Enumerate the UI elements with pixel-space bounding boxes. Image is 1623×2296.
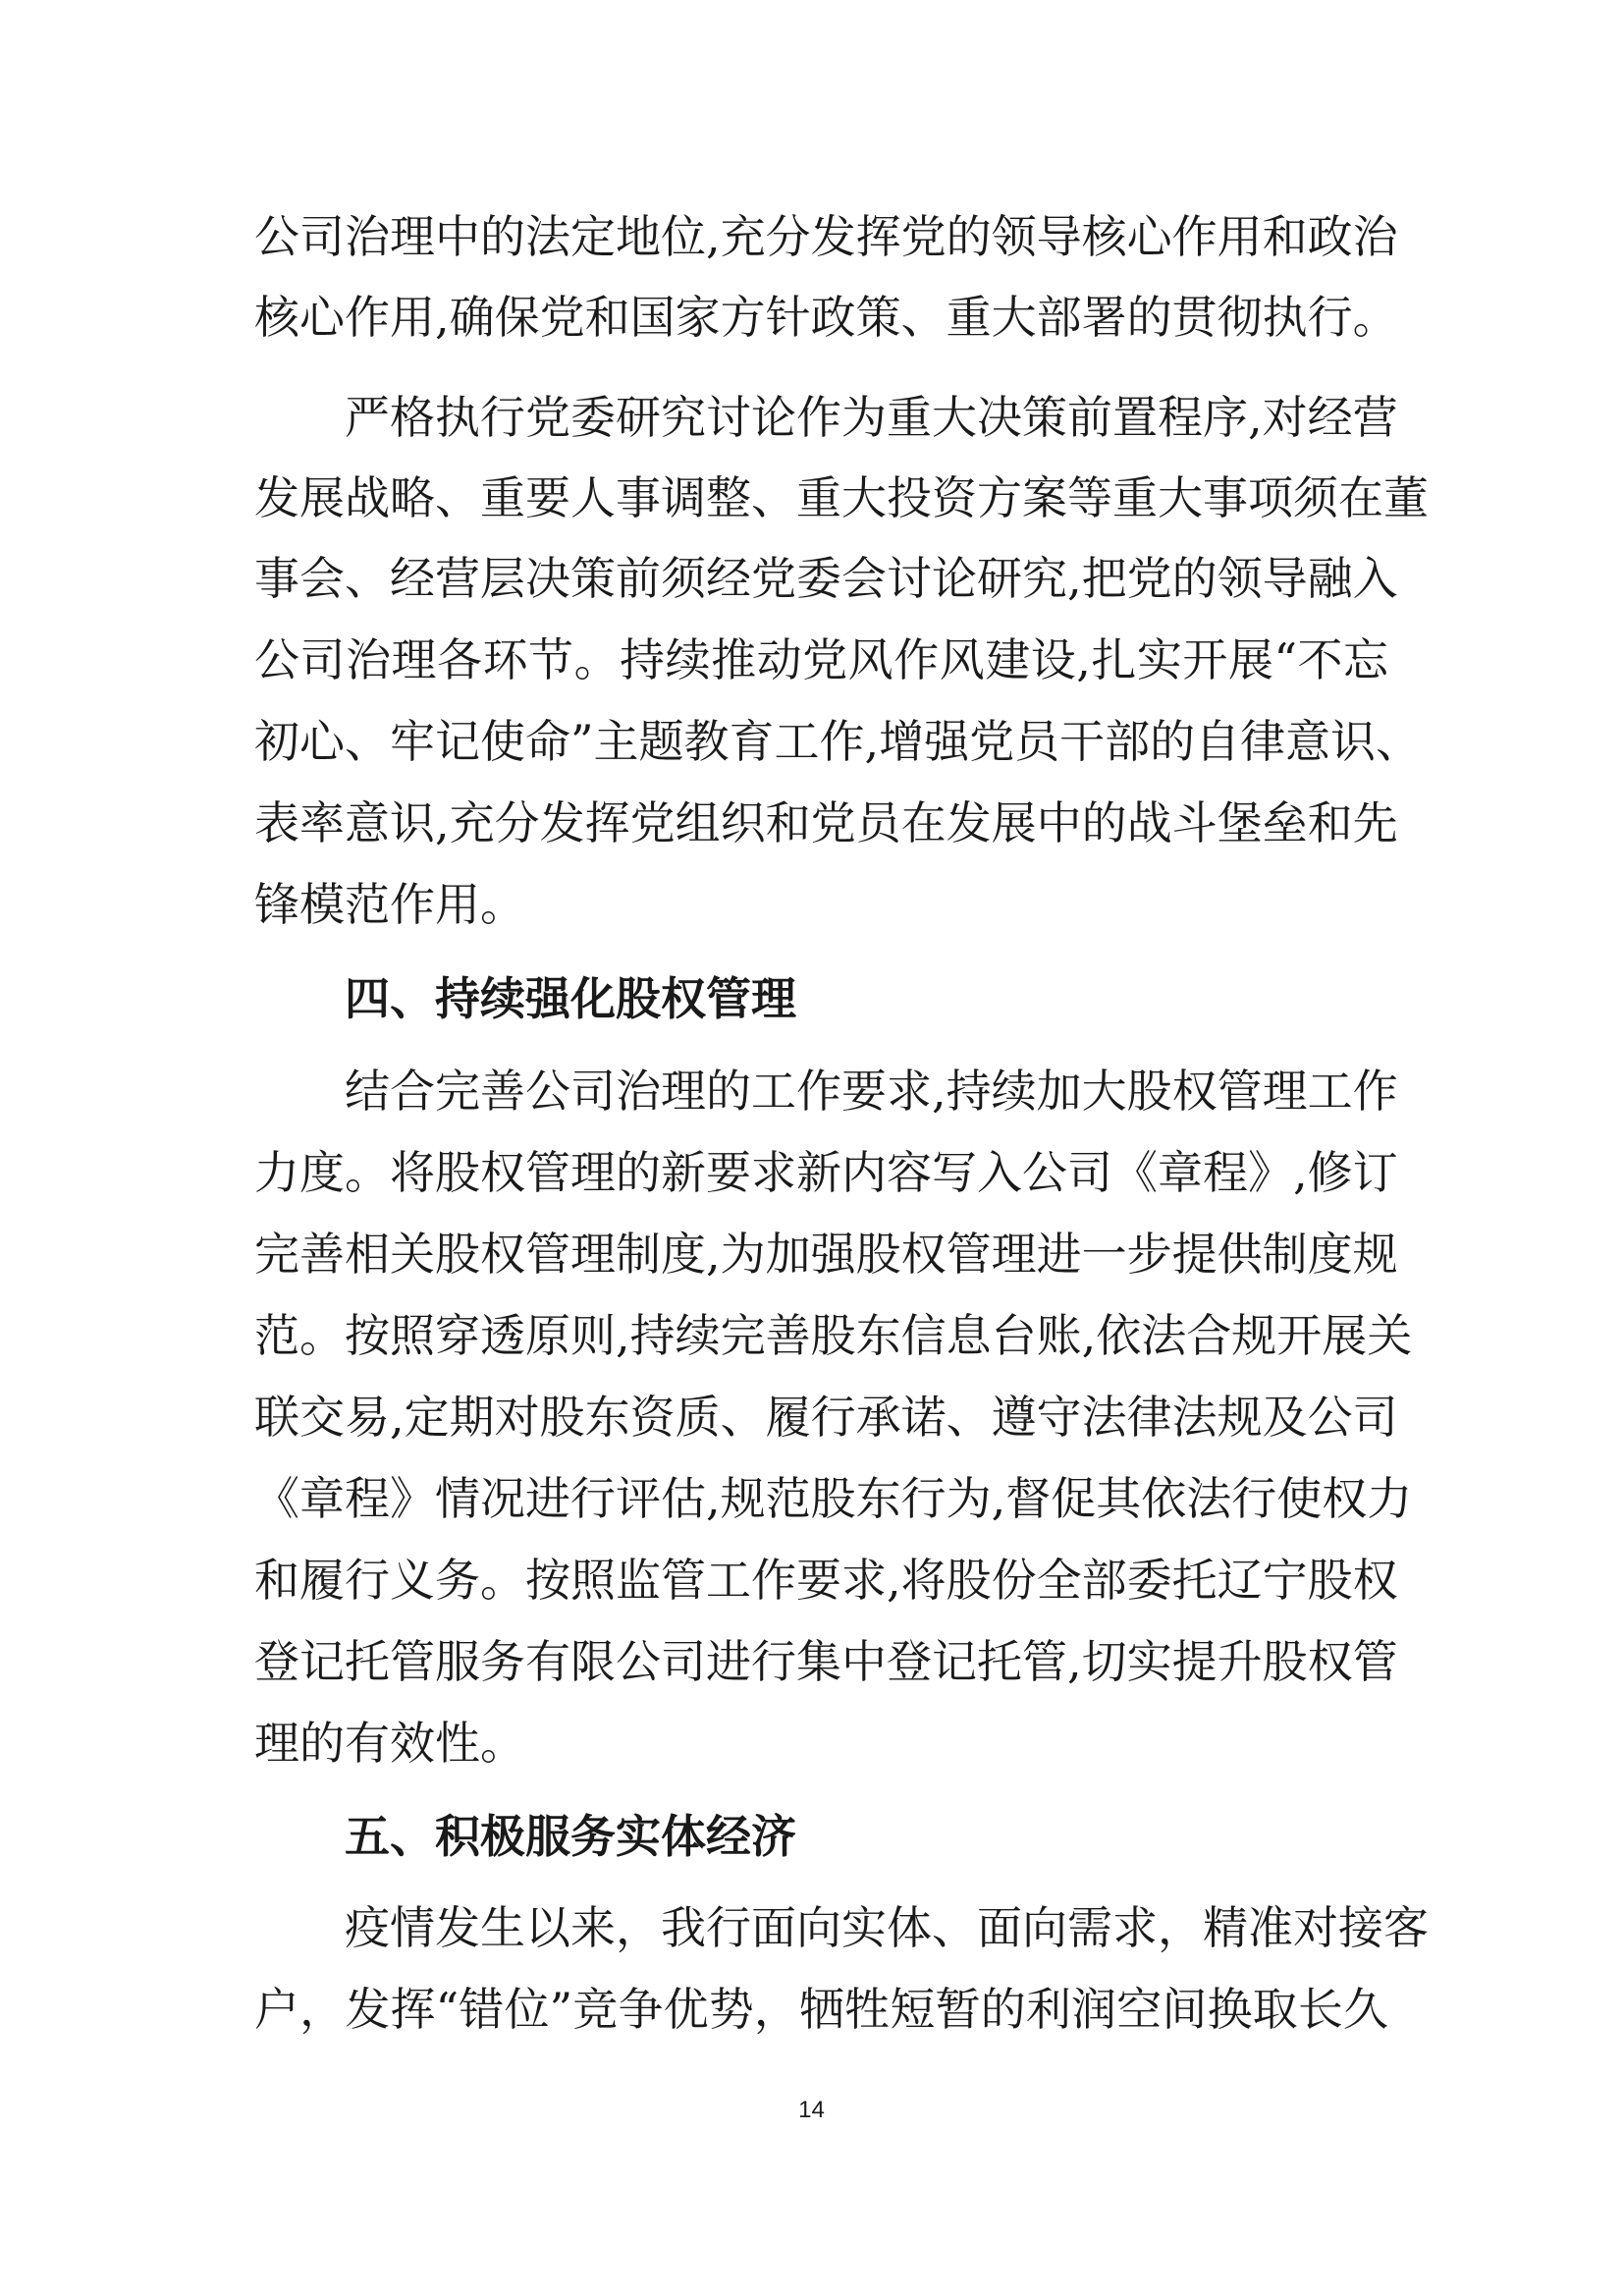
body-line: 表率意识,充分发挥党组织和党员在发展中的战斗堡垒和先 bbox=[254, 796, 1398, 849]
body-line: 力度。将股权管理的新要求新内容写入公司《章程》,修订 bbox=[254, 1146, 1398, 1199]
body-line: 事会、经营层决策前须经党委会讨论研究,把党的领导融入 bbox=[254, 552, 1398, 605]
body-line: 和履行义务。按照监管工作要求,将股份全部委托辽宁股权 bbox=[254, 1554, 1398, 1607]
body-line: 登记托管服务有限公司进行集中登记托管,切实提升股权管 bbox=[254, 1635, 1398, 1688]
paragraph-start-line: 严格执行党委研究讨论作为重大决策前置程序,对经营 bbox=[345, 391, 1398, 444]
body-line: 发展战略、重要人事调整、重大投资方案等重大事项须在董 bbox=[254, 471, 1429, 524]
paragraph-start-line: 疫情发生以来，我行面向实体、面向需求，精准对接客 bbox=[345, 1901, 1429, 1954]
paragraph-start-line: 结合完善公司治理的工作要求,持续加大股权管理工作 bbox=[345, 1065, 1398, 1118]
body-line: 理的有效性。 bbox=[254, 1717, 525, 1770]
page-number: 14 bbox=[798, 2097, 825, 2123]
body-line: 《章程》情况进行评估,规范股东行为,督促其依法行使权力 bbox=[254, 1472, 1413, 1525]
body-line: 公司治理中的法定地位,充分发挥党的领导核心作用和政治 bbox=[254, 210, 1398, 263]
body-line: 初心、牢记使命”主题教育工作,增强党员干部的自律意识、 bbox=[254, 715, 1422, 768]
section-heading: 四、持续强化股权管理 bbox=[345, 972, 796, 1025]
body-line: 范。按照穿透原则,持续完善股东信息台账,依法合规开展关 bbox=[254, 1309, 1413, 1362]
body-line: 锋模范作用。 bbox=[254, 878, 525, 931]
body-line: 户，发挥“错位”竞争优势，牺牲短暂的利润空间换取长久 bbox=[254, 1983, 1388, 2036]
section-heading: 五、积极服务实体经济 bbox=[345, 1810, 796, 1863]
body-line: 完善相关股权管理制度,为加强股权管理进一步提供制度规 bbox=[254, 1228, 1398, 1281]
body-line: 公司治理各环节。持续推动党风作风建设,扎实开展“不忘 bbox=[254, 633, 1388, 686]
body-line: 核心作用,确保党和国家方针政策、重大部署的贯彻执行。 bbox=[254, 291, 1398, 344]
body-line: 联交易,定期对股东资质、履行承诺、遵守法律法规及公司 bbox=[254, 1391, 1398, 1444]
